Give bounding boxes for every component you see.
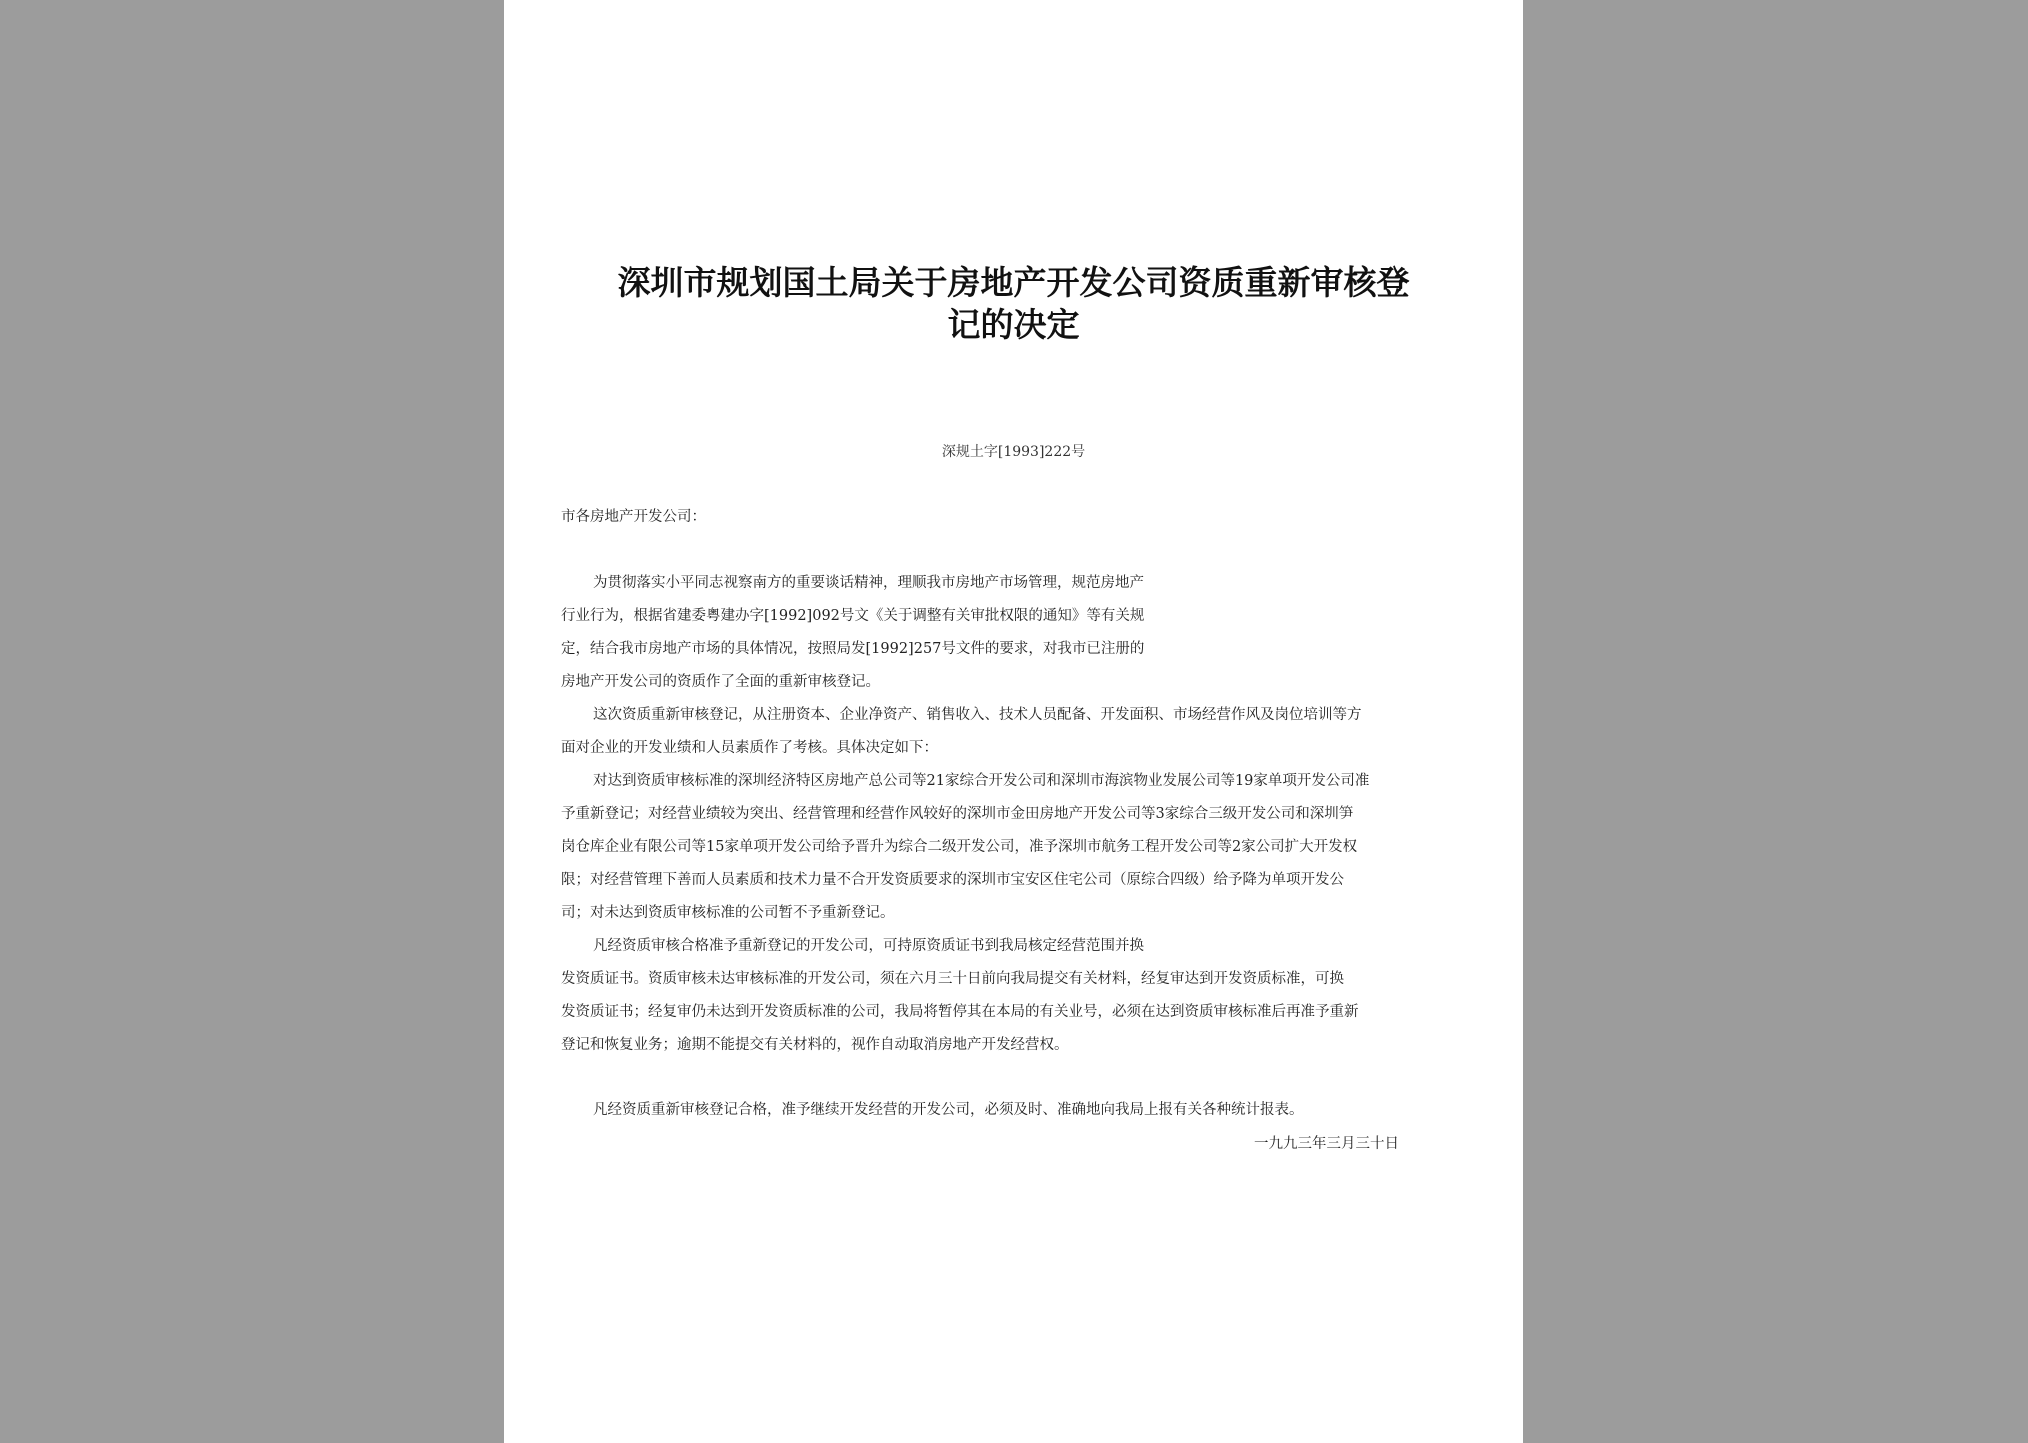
- body-line: 凡经资质重新审核登记合格，准予继续开发经营的开发公司，必须及时、准确地向我局上报有关各种统计报表。: [593, 1102, 1304, 1118]
- body-line: 司；对未达到资质审核标准的公司暂不予重新登记。: [561, 905, 895, 921]
- salutation: 市各房地产开发公司：: [561, 509, 706, 525]
- body-line: 限；对经营管理下善而人员素质和技术力量不合开发资质要求的深圳市宝安区住宅公司（原综合四级）给予降为单项开发公: [561, 872, 1344, 888]
- body-line: 登记和恢复业务；逾期不能提交有关材料的，视作自动取消房地产开发经营权。: [561, 1037, 1069, 1053]
- title-line-2: 记的决定: [947, 305, 1080, 344]
- document-page: [504, 0, 1523, 1443]
- body-line: 这次资质重新审核登记，从注册资本、企业净资产、销售收入、技术人员配备、开发面积、市场经营作风及岗位培训等方: [593, 707, 1362, 723]
- body-line: 面对企业的开发业绩和人员素质作了考核。具体决定如下：: [561, 740, 938, 756]
- title-line-1: 深圳市规划国土局关于房地产开发公司资质重新审核登: [617, 263, 1410, 302]
- body-line: 房地产开发公司的资质作了全面的重新审核登记。: [561, 674, 880, 690]
- document-number: 深规土字[1993]222号: [941, 444, 1086, 460]
- body-line: 为贯彻落实小平同志视察南方的重要谈话精神，理顺我市房地产市场管理，规范房地产: [593, 575, 1144, 591]
- document-date: 一九九三年三月三十日: [1254, 1136, 1399, 1152]
- body-line: 予重新登记；对经营业绩较为突出、经营管理和经营作风较好的深圳市金田房地产开发公司等3家综合三级开发公司和深圳笋: [561, 806, 1354, 822]
- body-line: 发资质证书。资质审核未达审核标准的开发公司，须在六月三十日前向我局提交有关材料，经复审达到开发资质标准，可换: [561, 971, 1344, 987]
- body-line: 岗仓库企业有限公司等15家单项开发公司给予晋升为综合二级开发公司，准予深圳市航务工程开发公司等2家公司扩大开发权: [561, 839, 1358, 855]
- document-title: [544, 262, 1483, 346]
- body-line: 发资质证书；经复审仍未达到开发资质标准的公司，我局将暂停其在本局的有关业号，必须在达到资质审核标准后再准予重新: [561, 1004, 1359, 1020]
- body-line: 凡经资质审核合格准予重新登记的开发公司，可持原资质证书到我局核定经营范围并换: [593, 938, 1144, 954]
- body-line: 行业行为，根据省建委粤建办字[1992]092号文《关于调整有关审批权限的通知》等有关规: [561, 608, 1145, 624]
- body-line: 定，结合我市房地产市场的具体情况，按照局发[1992]257号文件的要求，对我市已注册的: [561, 641, 1145, 657]
- body-line: 对达到资质审核标准的深圳经济特区房地产总公司等21家综合开发公司和深圳市海滨物业发展公司等19家单项开发公司准: [593, 773, 1370, 789]
